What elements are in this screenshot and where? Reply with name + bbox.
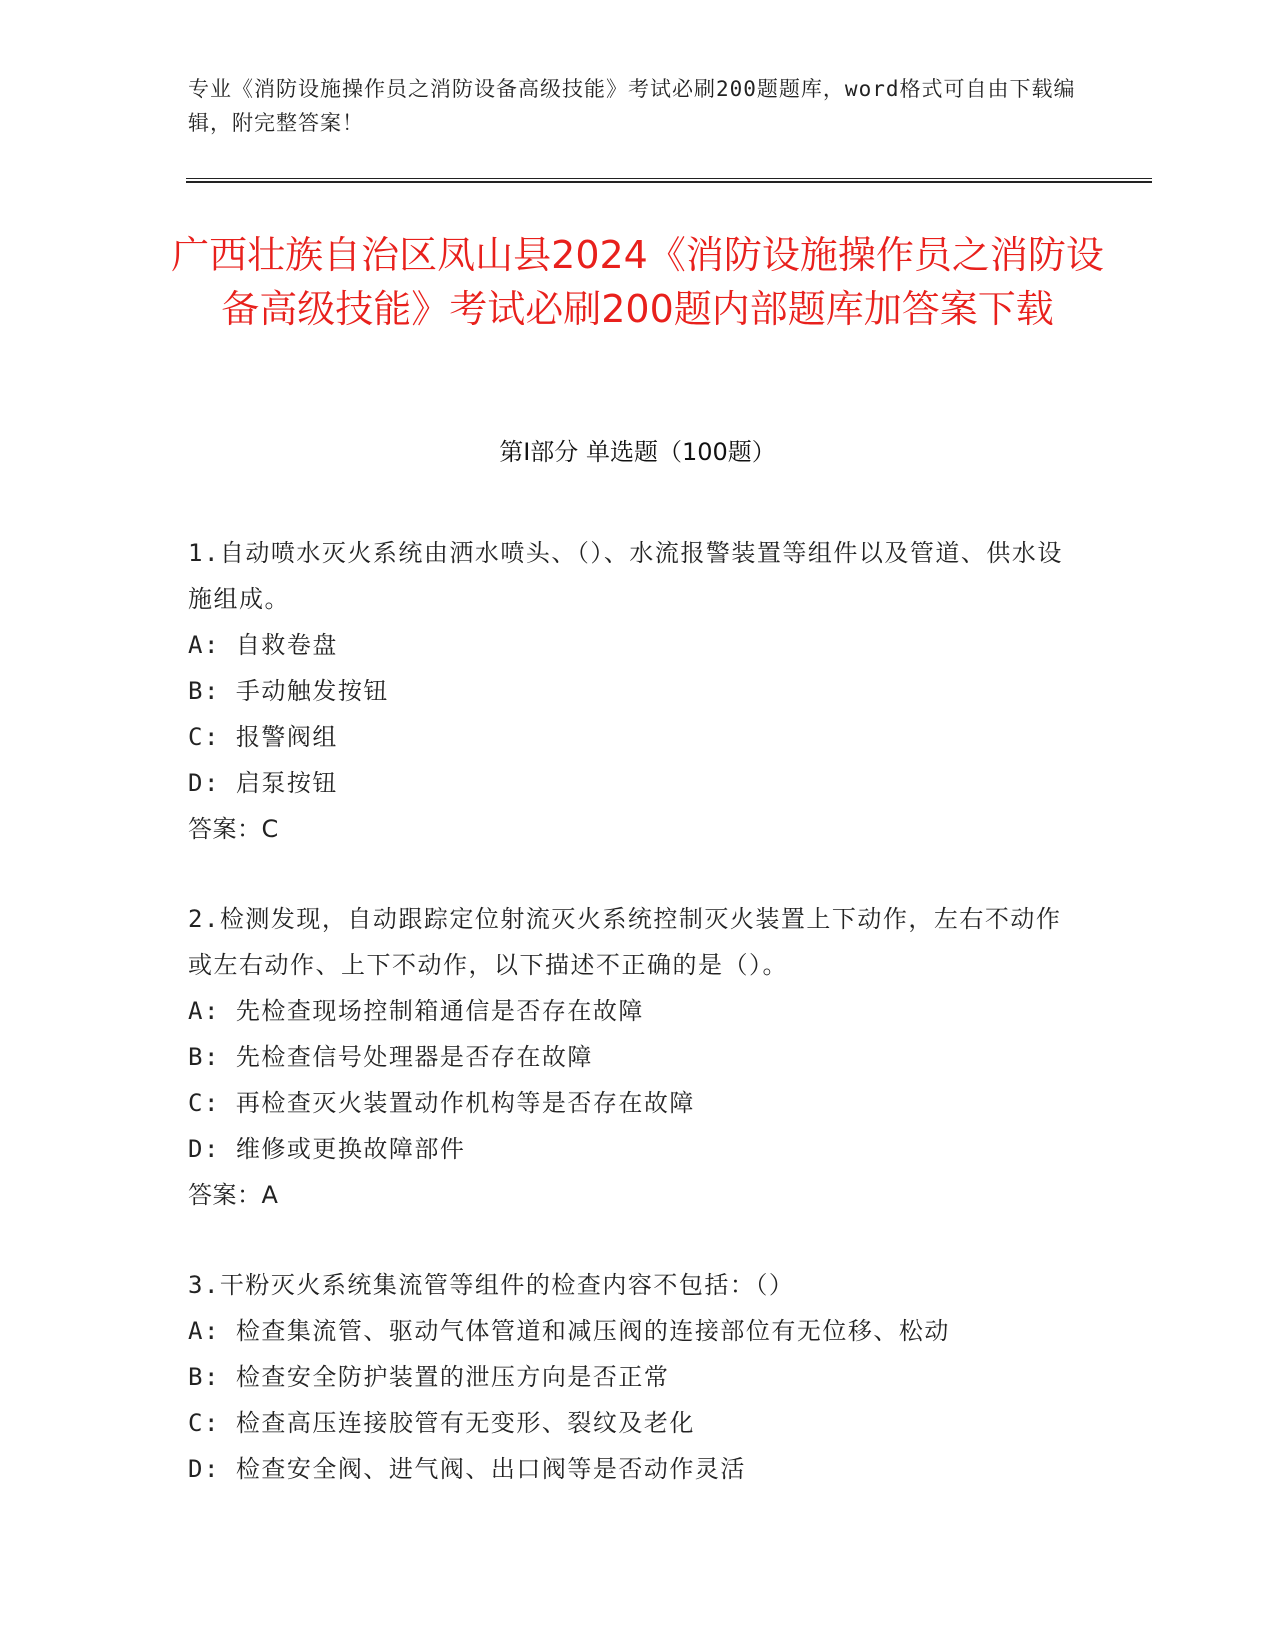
option-d: D: 检查安全阀、进气阀、出口阀等是否动作灵活 <box>188 1455 746 1483</box>
option-b: B: 手动触发按钮 <box>188 677 389 705</box>
header-divider-thin <box>186 178 1152 179</box>
option-a: A: 检查集流管、驱动气体管道和减压阀的连接部位有无位移、松动 <box>188 1317 950 1345</box>
section-title: 第Ⅰ部分 单选题（100题） <box>499 438 776 466</box>
question-1 <box>188 530 1078 852</box>
answer-line: 答案：C <box>188 815 279 843</box>
option-c: C: 再检查灭火装置动作机构等是否存在故障 <box>188 1089 695 1117</box>
question-3 <box>188 1262 1078 1492</box>
header-divider-thick <box>186 181 1152 183</box>
option-c: C: 报警阀组 <box>188 723 338 751</box>
document-title: 广西壮族自治区凤山县2024《消防设施操作员之消防设备高级技能》考试必刷200题内部题库加答案下载 <box>171 233 1104 331</box>
option-c: C: 检查高压连接胶管有无变形、裂纹及老化 <box>188 1409 695 1437</box>
option-d: D: 维修或更换故障部件 <box>188 1135 466 1163</box>
question-stem: 1.自动喷水灭火系统由洒水喷头、（）、水流报警装置等组件以及管道、供水设施组成。 <box>188 539 1063 613</box>
header-note: 专业《消防设施操作员之消防设备高级技能》考试必刷200题题库，word格式可自由下载编辑，附完整答案！ <box>188 77 1076 135</box>
option-b: B: 先检查信号处理器是否存在故障 <box>188 1043 593 1071</box>
question-stem: 2.检测发现，自动跟踪定位射流灭火系统控制灭火装置上下动作，左右不动作或左右动作、上下不动作，以下描述不正确的是（）。 <box>188 905 1062 979</box>
option-d: D: 启泵按钮 <box>188 769 338 797</box>
option-b: B: 检查安全防护装置的泄压方向是否正常 <box>188 1363 670 1391</box>
option-a: A: 先检查现场控制箱通信是否存在故障 <box>188 997 644 1025</box>
question-2 <box>188 896 1078 1218</box>
option-a: A: 自救卷盘 <box>188 631 338 659</box>
answer-line: 答案：A <box>188 1181 279 1209</box>
question-list <box>188 530 1078 1536</box>
question-stem: 3.干粉灭火系统集流管等组件的检查内容不包括：（） <box>188 1271 795 1299</box>
